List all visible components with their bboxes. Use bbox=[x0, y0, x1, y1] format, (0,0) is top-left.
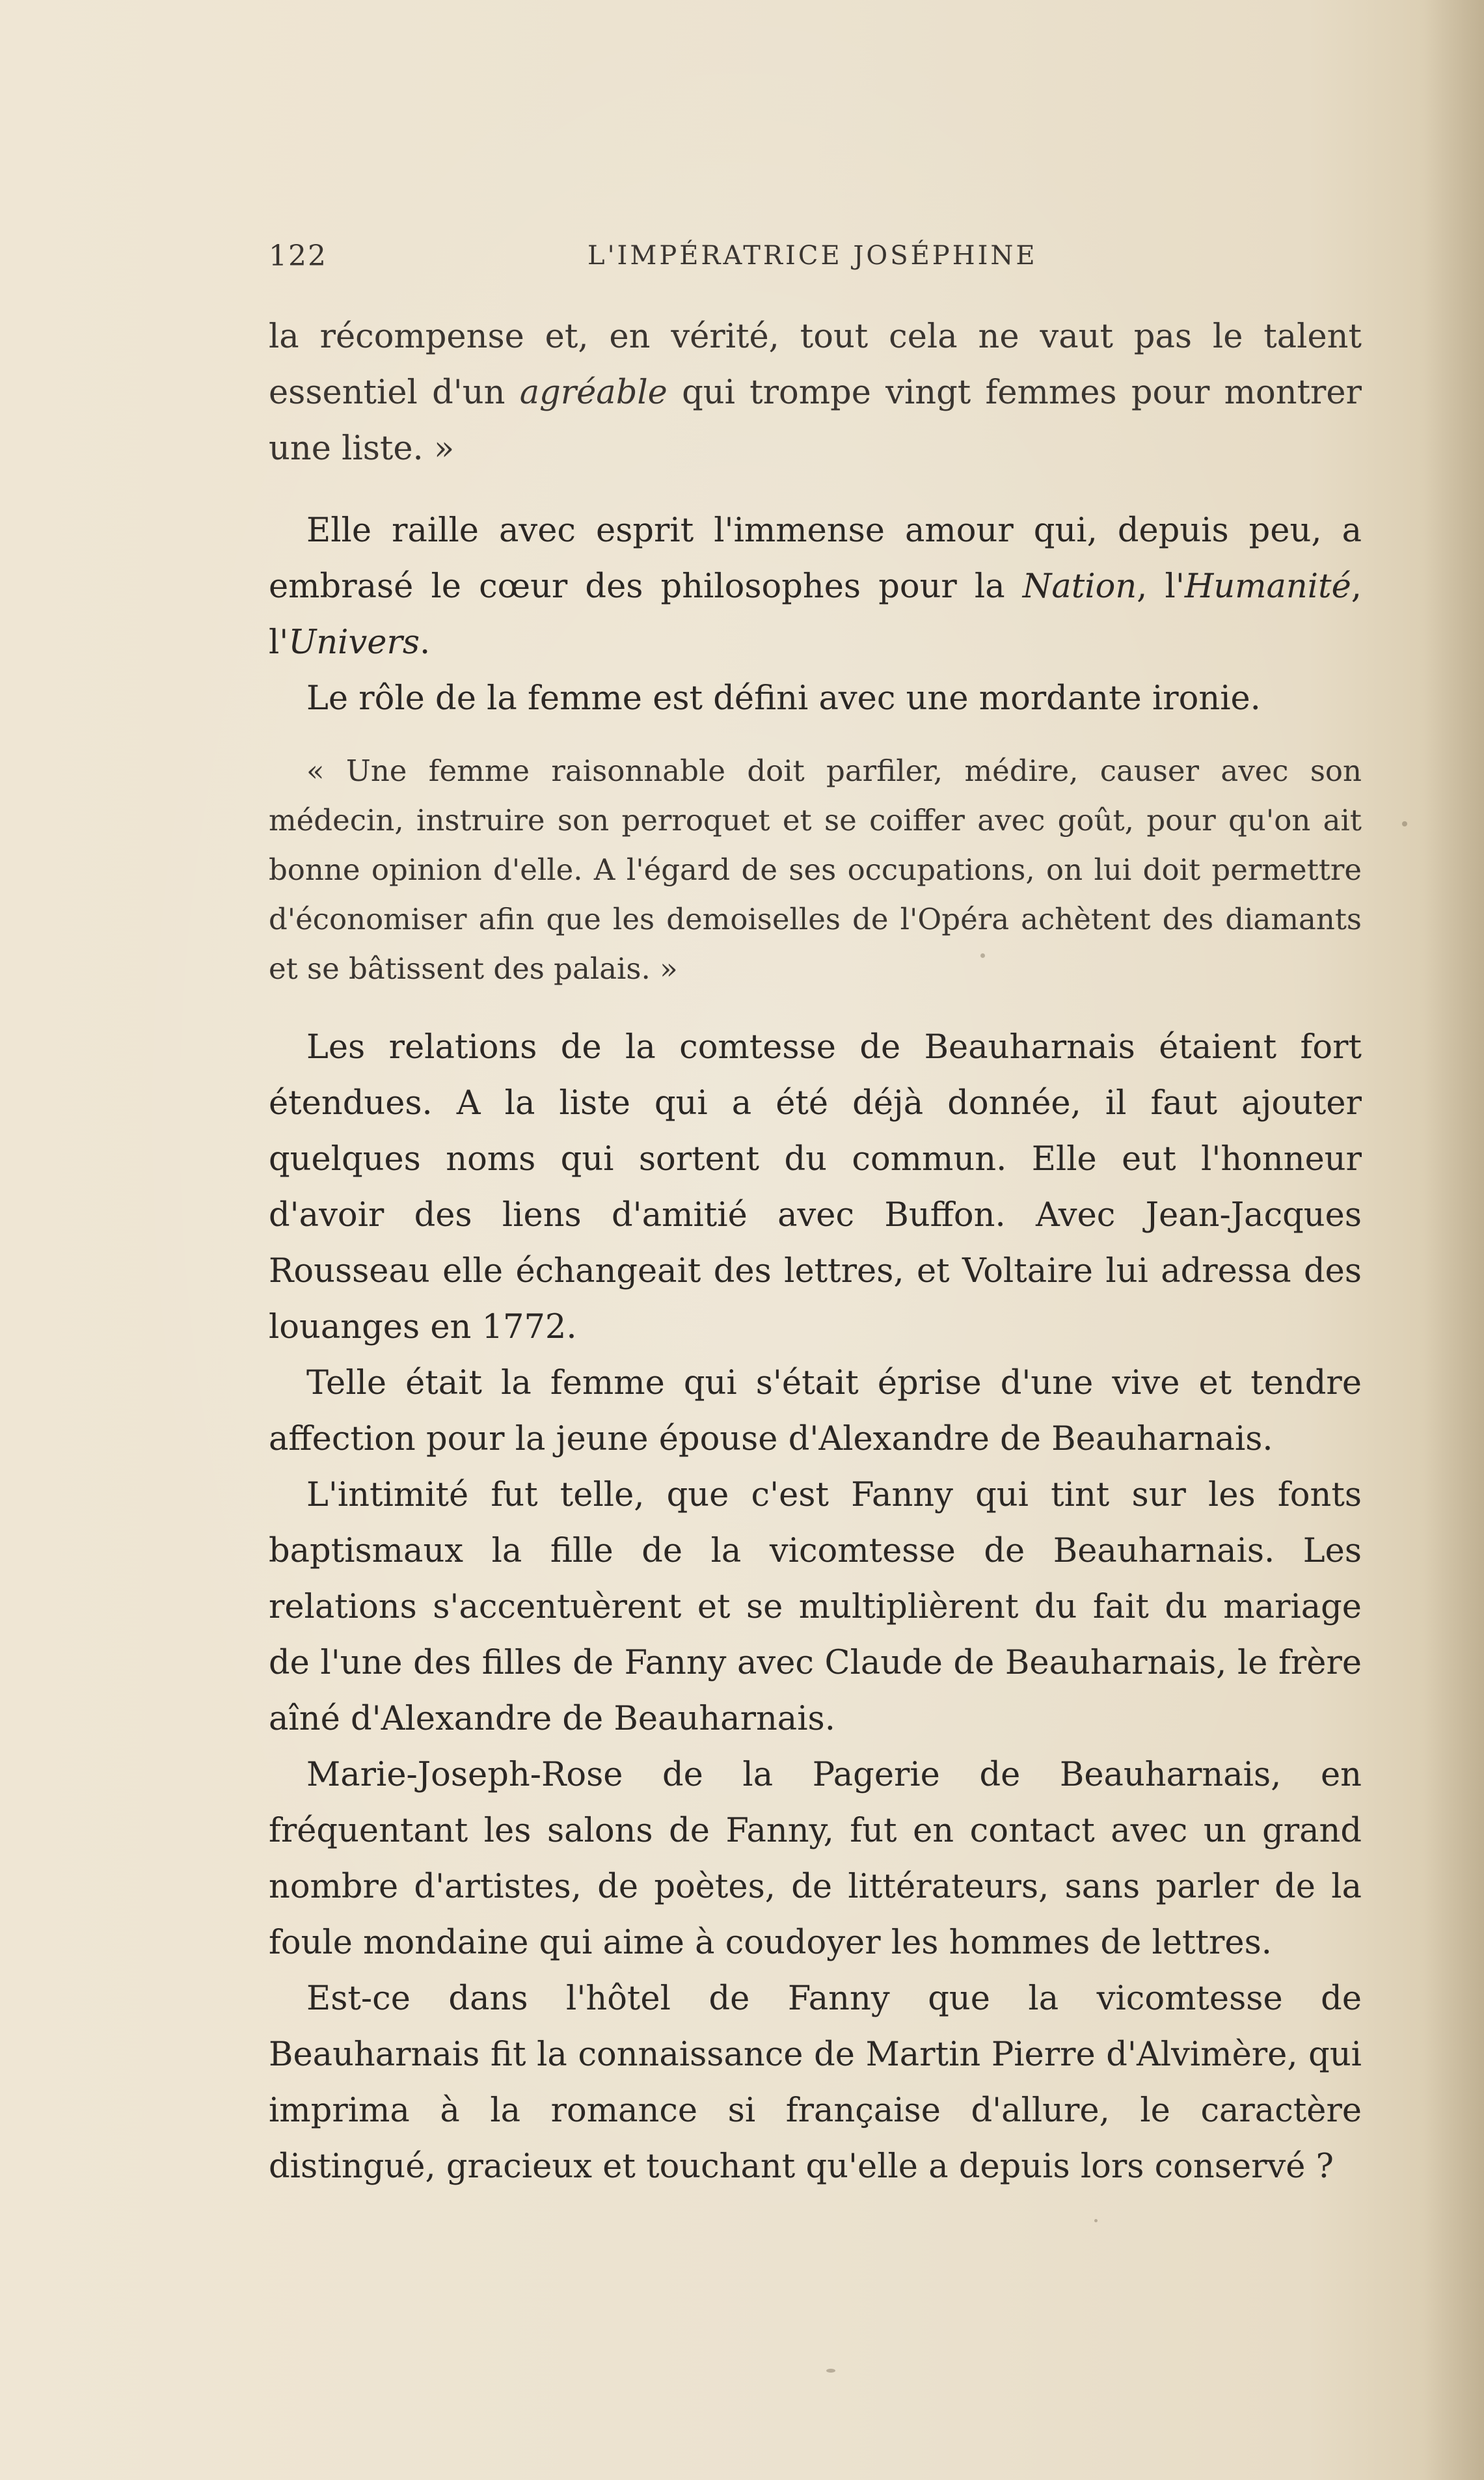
text-run: , l' bbox=[1137, 567, 1185, 606]
paragraph-alvimere: Est-ce dans l'hôtel de Fanny que la vicomtesse de Beauharnais fit la connaissance de Martin Pierre d'Alvimère, qui imprima à la romance si française d'allure, le caractère distingué, gracieux et touchant qu'elle a depuis lors conservé ? bbox=[269, 1980, 1362, 2186]
italic-word: Nation bbox=[1022, 567, 1137, 606]
paper-speck bbox=[1094, 2219, 1098, 2222]
text-run: la récompense et, en vérité, tout cela ne vaut pas le talent essentiel d'un bbox=[269, 318, 1362, 412]
italic-word: agréable bbox=[519, 374, 668, 412]
paper-speck bbox=[826, 2369, 835, 2373]
paper-speck bbox=[980, 953, 985, 958]
text-run: . bbox=[420, 623, 431, 662]
page-edge-shadow bbox=[1422, 0, 1484, 2480]
paragraph-quote-continuation bbox=[269, 309, 1362, 477]
paragraph-role: Le rôle de la femme est défini avec une mordante ironie. bbox=[306, 679, 1261, 718]
italic-word: Univers bbox=[288, 623, 420, 662]
page-header bbox=[269, 239, 1362, 285]
text-run: qui trompe vingt femmes pour montrer une liste. » bbox=[269, 374, 1362, 468]
paragraph-salons: Marie-Joseph-Rose de la Pagerie de Beauharnais, en fréquentant les salons de Fanny, fut en contact avec un grand nombre d'artistes, de poètes, de littérateurs, sans parler de la foule mondaine qui aime à coudoyer les hommes de lettres. bbox=[269, 1756, 1362, 1962]
text-run: , l' bbox=[269, 567, 1362, 662]
running-title: L'IMPÉRATRICE JOSÉPHINE bbox=[587, 241, 1038, 271]
paragraph-relations: Les relations de la comtesse de Beauharnais étaient fort étendues. A la liste qui a été déjà donnée, il faut ajouter quelques noms qui sortent du commun. Elle eut l'honneur d'avoir des liens d'amitié avec Buffon. Avec Jean-Jacques Rousseau elle échangeait des lettres, et Voltaire lui adressa des louanges en 1772. bbox=[269, 1028, 1362, 1346]
paragraph-raillery bbox=[269, 503, 1362, 671]
text-run: Elle raille avec esprit l'immense amour qui, depuis peu, a embrasé le cœur des philosophes pour la bbox=[269, 511, 1362, 606]
italic-word: Humanité bbox=[1184, 567, 1351, 606]
paper-speck bbox=[1402, 821, 1407, 826]
paragraph-affection: Telle était la femme qui s'était éprise d'une vive et tendre affection pour la jeune épouse d'Alexandre de Beauharnais. bbox=[269, 1364, 1362, 1458]
page-number: 122 bbox=[269, 239, 327, 273]
paragraph-intimacy: L'intimité fut telle, que c'est Fanny qui tint sur les fonts baptismaux la fille de la vicomtesse de Beauharnais. Les relations s'accentuèrent et se multiplièrent du fait du mariage de l'une des filles de Fanny avec Claude de Beauharnais, le frère aîné d'Alexandre de Beauharnais. bbox=[269, 1476, 1362, 1738]
main-text bbox=[269, 309, 1362, 2195]
paragraph-block-quote: « Une femme raisonnable doit parfiler, médire, causer avec son médecin, instruire son perroquet et se coiffer avec goût, pour qu'on ait bonne opinion d'elle. A l'égard de ses occupations, on lui doit permettre d'économiser afin que les demoiselles de l'Opéra achètent des diamants et se bâtissent des palais. » bbox=[269, 754, 1362, 986]
